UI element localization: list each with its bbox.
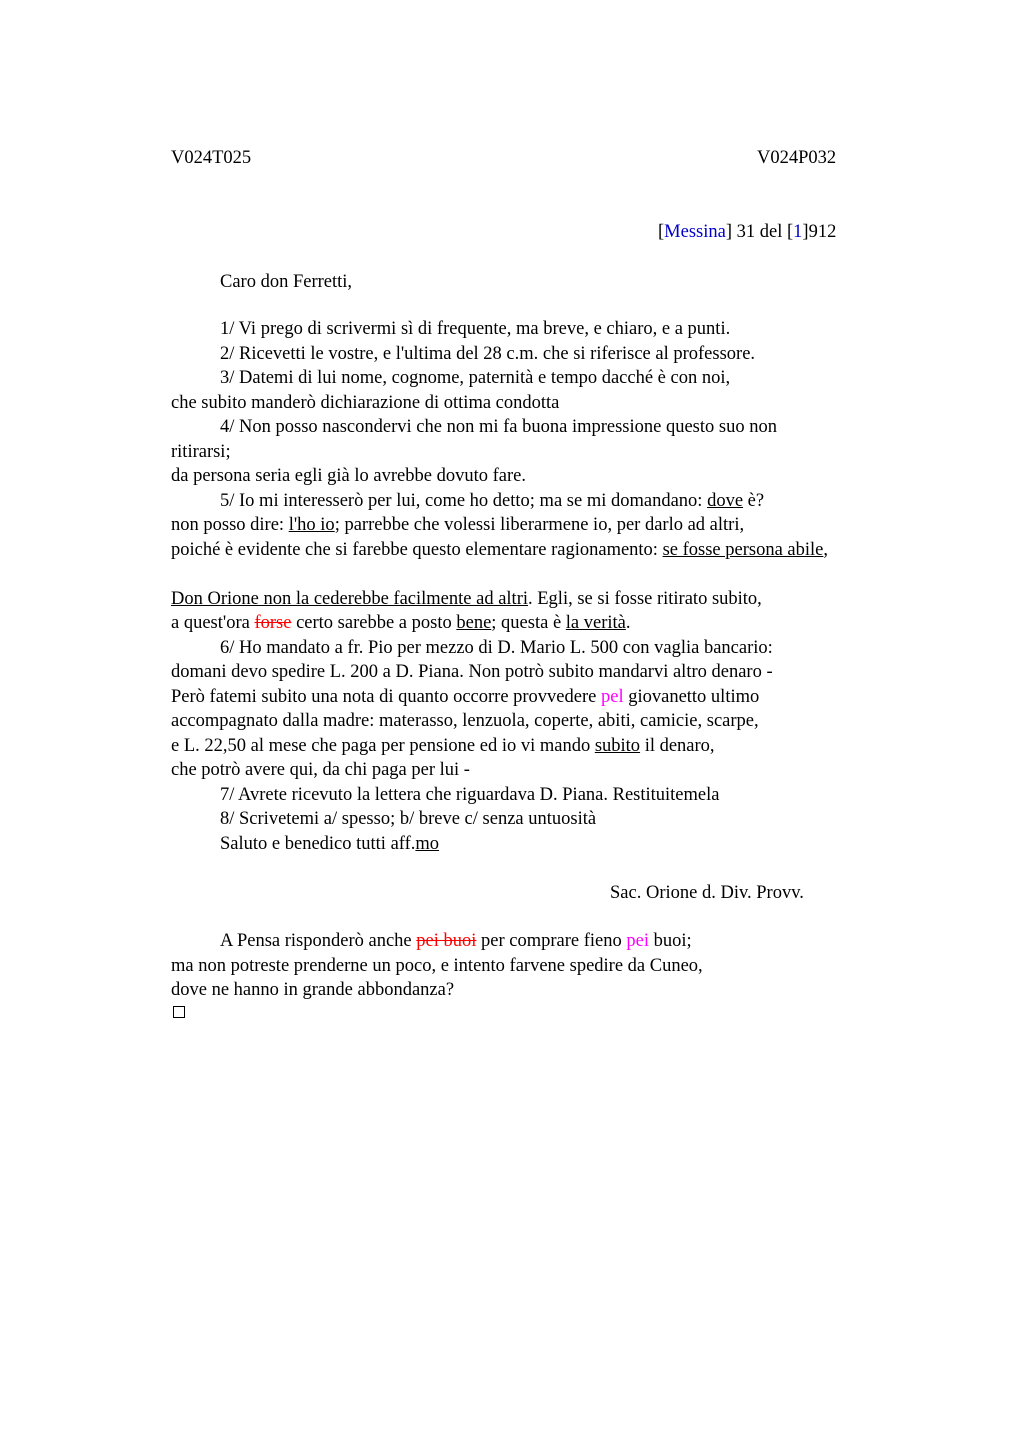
underlined-text: se fosse persona abile	[662, 539, 824, 560]
text-run: ; parrebbe che volessi liberarmene io, per darlo ad altri,	[334, 515, 745, 535]
point-5-line-4	[171, 587, 931, 612]
text-run: il denaro,	[640, 735, 715, 756]
text-run: e L. 22,50 al mese che paga per pensione ed io vi mando	[171, 735, 595, 756]
underlined-text: bene	[456, 613, 492, 633]
archive-code-right: V024P032	[757, 148, 837, 168]
text-run: per comprare fieno	[476, 931, 627, 951]
dateline-place: Messina	[664, 222, 726, 242]
underlined-text: la verità	[565, 613, 626, 633]
text-run: certo sarebbe a posto	[291, 613, 457, 633]
dateline-month: 1	[793, 222, 803, 242]
text-run: Però fatemi subito una nota di quanto occorre provvedere	[171, 686, 601, 707]
text-run: ; questa è	[491, 613, 566, 633]
point-8: 8/ Scrivetemi a/ spesso; b/ breve c/ senza untuosità	[220, 809, 597, 829]
text-run: buoi;	[648, 931, 692, 951]
text-run: . Egli, se si fosse ritirato subito,	[528, 588, 762, 609]
signature: Sac. Orione d. Div. Provv.	[610, 883, 804, 903]
underlined-text: mo	[415, 833, 440, 854]
archive-code-left: V024T025	[171, 148, 252, 168]
point-6-line-3	[171, 685, 931, 710]
point-6-line-5	[171, 734, 931, 759]
blank-line	[171, 562, 931, 587]
text-run: .	[625, 613, 631, 633]
postscript-line-2: ma non potreste prenderne un poco, e intento farvene spedire da Cuneo,	[171, 956, 703, 976]
postscript-line-1	[220, 929, 692, 953]
point-1: 1/ Vi prego di scrivermi sì di frequente, ma breve, e chiaro, e a punti.	[220, 319, 731, 339]
letter-body	[171, 317, 931, 856]
inserted-text: pel	[600, 686, 624, 707]
underlined-text: subito	[594, 735, 641, 756]
underlined-text: Don Orione non la cederebbe facilmente ad altri	[171, 588, 528, 609]
underlined-text: l'ho io	[288, 515, 335, 535]
deleted-text: forse	[254, 613, 292, 633]
point-5-line-3	[171, 538, 931, 563]
point-3-line-2: che subito manderò dichiarazione di ottima condotta	[171, 392, 560, 413]
postscript-line-3: dove ne hanno in grande abbondanza?	[171, 980, 455, 1000]
point-5-line-1	[171, 489, 931, 514]
salutation: Caro don Ferretti,	[220, 272, 353, 292]
point-6-line-2: domani devo spedire L. 200 a D. Piana. Non potrò subito mandarvi altro denaro -	[171, 662, 773, 682]
text-run: A Pensa risponderò anche	[220, 931, 417, 951]
text-run: Saluto e benedico tutti aff.	[220, 833, 416, 854]
point-2: 2/ Ricevetti le vostre, e l'ultima del 28 c.m. che si riferisce al professore.	[220, 343, 756, 364]
point-4-line-1: 4/ Non posso nascondervi che non mi fa buona impressione questo suo non	[220, 417, 777, 437]
point-5-line-2	[171, 513, 931, 538]
dateline-bracket: [	[658, 222, 665, 242]
dateline-mid: ] 31 del [	[725, 222, 794, 242]
inserted-text: pei	[626, 931, 649, 951]
end-marker-box-icon	[173, 1006, 185, 1018]
point-4-line-3: da persona seria egli già lo avrebbe dovuto fare.	[171, 466, 526, 486]
dateline-year: ]912	[802, 222, 837, 242]
underlined-text: dove	[707, 490, 744, 511]
text-run: 5/ Io mi interesserò per lui, come ho detto; ma se mi domandano:	[220, 490, 708, 511]
point-7: 7/ Avrete ricevuto la lettera che riguardava D. Piana. Restituitemela	[220, 784, 720, 805]
point-6-line-1: 6/ Ho mandato a fr. Pio per mezzo di D. Mario L. 500 con vaglia bancario:	[220, 637, 773, 658]
text-run: a quest'ora	[171, 613, 255, 633]
text-run: non posso dire:	[171, 515, 289, 535]
point-5-line-5	[171, 611, 931, 636]
text-run: ,	[823, 539, 828, 560]
deleted-text: pei buoi	[416, 931, 477, 951]
point-6-line-4: accompagnato dalla madre: materasso, lenzuola, coperte, abiti, camicie, scarpe,	[171, 711, 759, 731]
point-6-line-6: che potrò avere qui, da chi paga per lui -	[171, 760, 470, 780]
text-run: poiché è evidente che si farebbe questo elementare ragionamento:	[171, 539, 663, 560]
point-4-line-2: ritirarsi;	[171, 441, 231, 462]
text-run: giovanetto ultimo	[623, 686, 760, 707]
closing	[171, 832, 931, 857]
text-run: è?	[743, 490, 765, 511]
dateline	[658, 220, 836, 244]
point-3-line-1: 3/ Datemi di lui nome, cognome, paternità e tempo dacché è con noi,	[220, 368, 731, 388]
